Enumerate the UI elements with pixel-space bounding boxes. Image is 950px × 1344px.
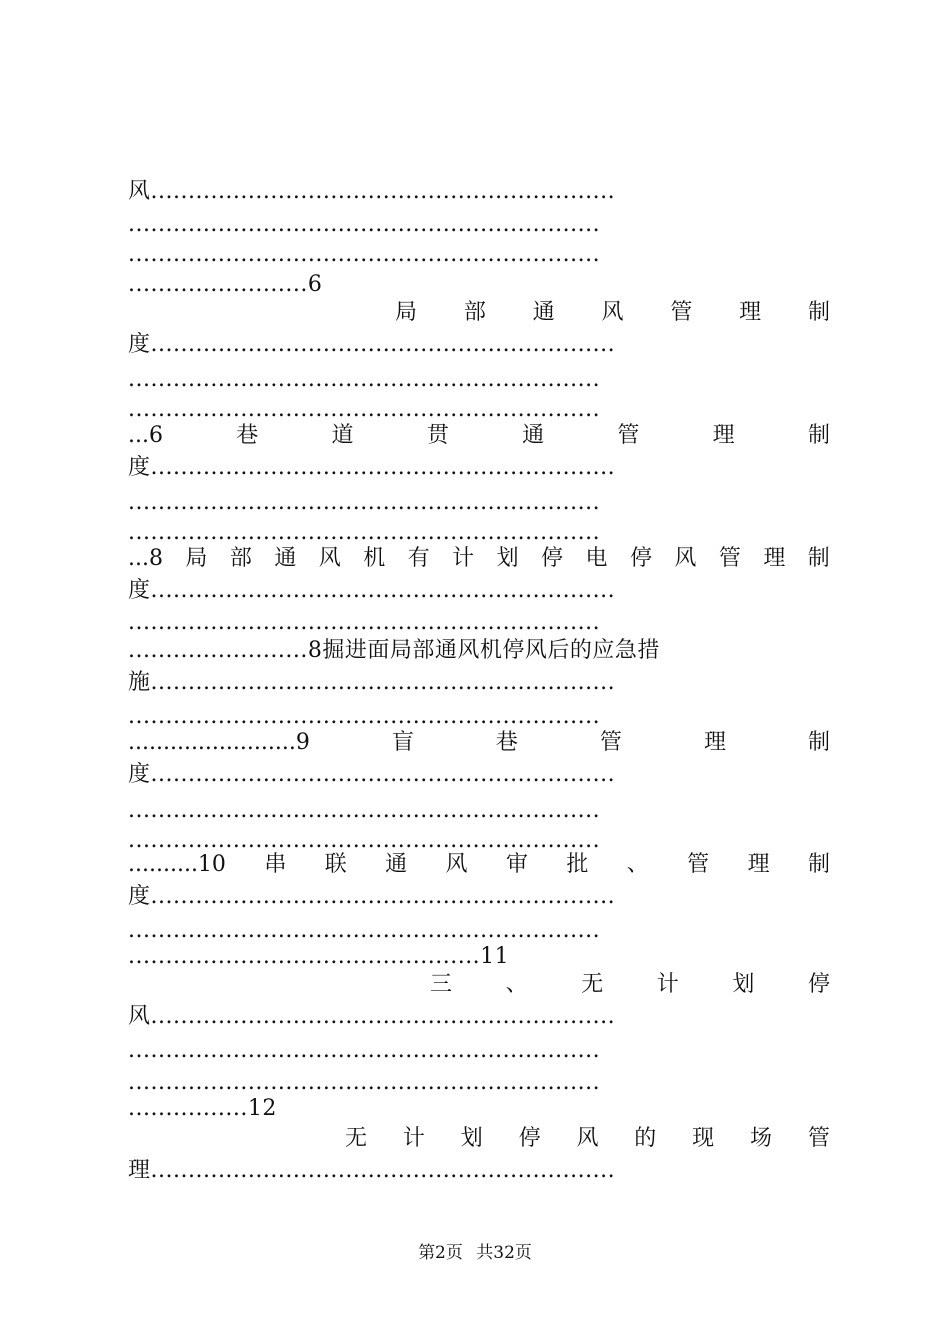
toc-token: 管: [718, 546, 741, 571]
toc-token: 划: [732, 972, 755, 997]
toc-line: ........................8掘进面局部通风机停风后的应急措: [128, 638, 660, 663]
toc-token: ...8: [128, 546, 163, 571]
toc-token: 批: [566, 852, 589, 877]
toc-line: 度..............................................................: [128, 884, 616, 909]
toc-token: 三: [430, 972, 453, 997]
toc-token: 风: [576, 1126, 599, 1151]
toc-token: 制: [807, 730, 830, 755]
toc-line: ...............................................................: [128, 1070, 601, 1095]
toc-line: 风..............................................................: [128, 1004, 616, 1029]
toc-token: 通: [274, 546, 297, 571]
toc-line: ...............................................................: [128, 490, 601, 515]
toc-line: ...............................................................: [128, 397, 601, 422]
toc-line: 理..............................................................: [128, 1158, 616, 1183]
toc-token: 管: [617, 423, 640, 448]
toc-token: 局: [185, 546, 208, 571]
toc-token: 制: [807, 852, 830, 877]
toc-token: 停: [807, 972, 830, 997]
toc-line: [395, 298, 830, 328]
toc-line: ................12: [128, 1096, 277, 1121]
toc-token: 巷: [495, 730, 518, 755]
toc-line: ...............................................................: [128, 367, 601, 392]
toc-token: 计: [452, 546, 475, 571]
toc-line: [128, 728, 830, 758]
toc-line: [128, 421, 830, 451]
toc-token: 划: [496, 546, 519, 571]
toc-token: 机: [363, 546, 386, 571]
toc-token: 管: [599, 730, 622, 755]
toc-token: 通: [385, 852, 408, 877]
page-number: 第2页: [418, 1243, 463, 1263]
toc-line: ...............................................................: [128, 1038, 601, 1063]
toc-line: ...............................................................: [128, 242, 601, 267]
toc-token: 串: [264, 852, 287, 877]
toc-line: ...............................................................: [128, 918, 601, 943]
toc-token: 盲: [391, 730, 414, 755]
toc-line: ...............................................................: [128, 212, 601, 237]
toc-token: 停: [541, 546, 564, 571]
toc-line: ...............................................................: [128, 610, 601, 635]
toc-token: 理: [739, 300, 762, 325]
toc-line: ........................6: [128, 272, 323, 297]
toc-token: 无: [581, 972, 604, 997]
toc-token: 理: [712, 423, 735, 448]
toc-token: 管: [807, 1126, 830, 1151]
toc-line: 度..............................................................: [128, 762, 616, 787]
toc-line: [128, 544, 830, 574]
toc-token: 场: [750, 1126, 773, 1151]
toc-line: 度..............................................................: [128, 578, 616, 603]
toc-token: ...6: [128, 423, 163, 448]
toc-token: 管: [687, 852, 710, 877]
toc-line: [430, 970, 830, 1000]
toc-line: ...............................................................: [128, 828, 601, 853]
toc-token: 有: [407, 546, 430, 571]
toc-token: 联: [324, 852, 347, 877]
toc-token: 计: [656, 972, 679, 997]
toc-line: ...............................................................: [128, 704, 601, 729]
toc-line: [345, 1124, 830, 1154]
toc-token: 理: [703, 730, 726, 755]
toc-token: ........................9: [128, 730, 310, 755]
toc-token: 道: [331, 423, 354, 448]
toc-token: 的: [634, 1126, 657, 1151]
toc-token: 理: [763, 546, 786, 571]
page-footer: [0, 1241, 950, 1265]
toc-token: 现: [692, 1126, 715, 1151]
toc-token: 停: [518, 1126, 541, 1151]
toc-token: 贯: [426, 423, 449, 448]
toc-line: 度..............................................................: [128, 455, 616, 480]
toc-token: 管: [670, 300, 693, 325]
toc-token: 部: [463, 300, 486, 325]
toc-token: 局: [395, 300, 418, 325]
toc-line: 度..............................................................: [128, 332, 616, 357]
toc-token: ..........10: [128, 852, 226, 877]
toc-token: 理: [747, 852, 770, 877]
toc-line: ...............................................................: [128, 798, 601, 823]
toc-token: 制: [807, 300, 830, 325]
toc-token: 、: [626, 852, 649, 877]
toc-token: 计: [402, 1126, 425, 1151]
toc-token: 制: [807, 423, 830, 448]
toc-token: 、: [505, 972, 528, 997]
toc-token: 无: [345, 1126, 368, 1151]
toc-token: 通: [522, 423, 545, 448]
toc-token: 电: [585, 546, 608, 571]
toc-token: 通: [532, 300, 555, 325]
toc-token: 巷: [236, 423, 259, 448]
toc-line: 风..............................................................: [128, 179, 616, 204]
toc-line: ...............................................................: [128, 520, 601, 545]
toc-line: [128, 850, 830, 880]
toc-token: 风: [674, 546, 697, 571]
toc-token: 风: [318, 546, 341, 571]
toc-line: ...............................................11: [128, 944, 510, 969]
toc-token: 部: [229, 546, 252, 571]
page-total: 共32页: [476, 1243, 532, 1263]
toc-token: 风: [601, 300, 624, 325]
toc-token: 停: [629, 546, 652, 571]
toc-line: 施..............................................................: [128, 670, 616, 695]
toc-token: 风: [445, 852, 468, 877]
toc-token: 制: [807, 546, 830, 571]
toc-token: 划: [460, 1126, 483, 1151]
toc-token: 审: [505, 852, 528, 877]
